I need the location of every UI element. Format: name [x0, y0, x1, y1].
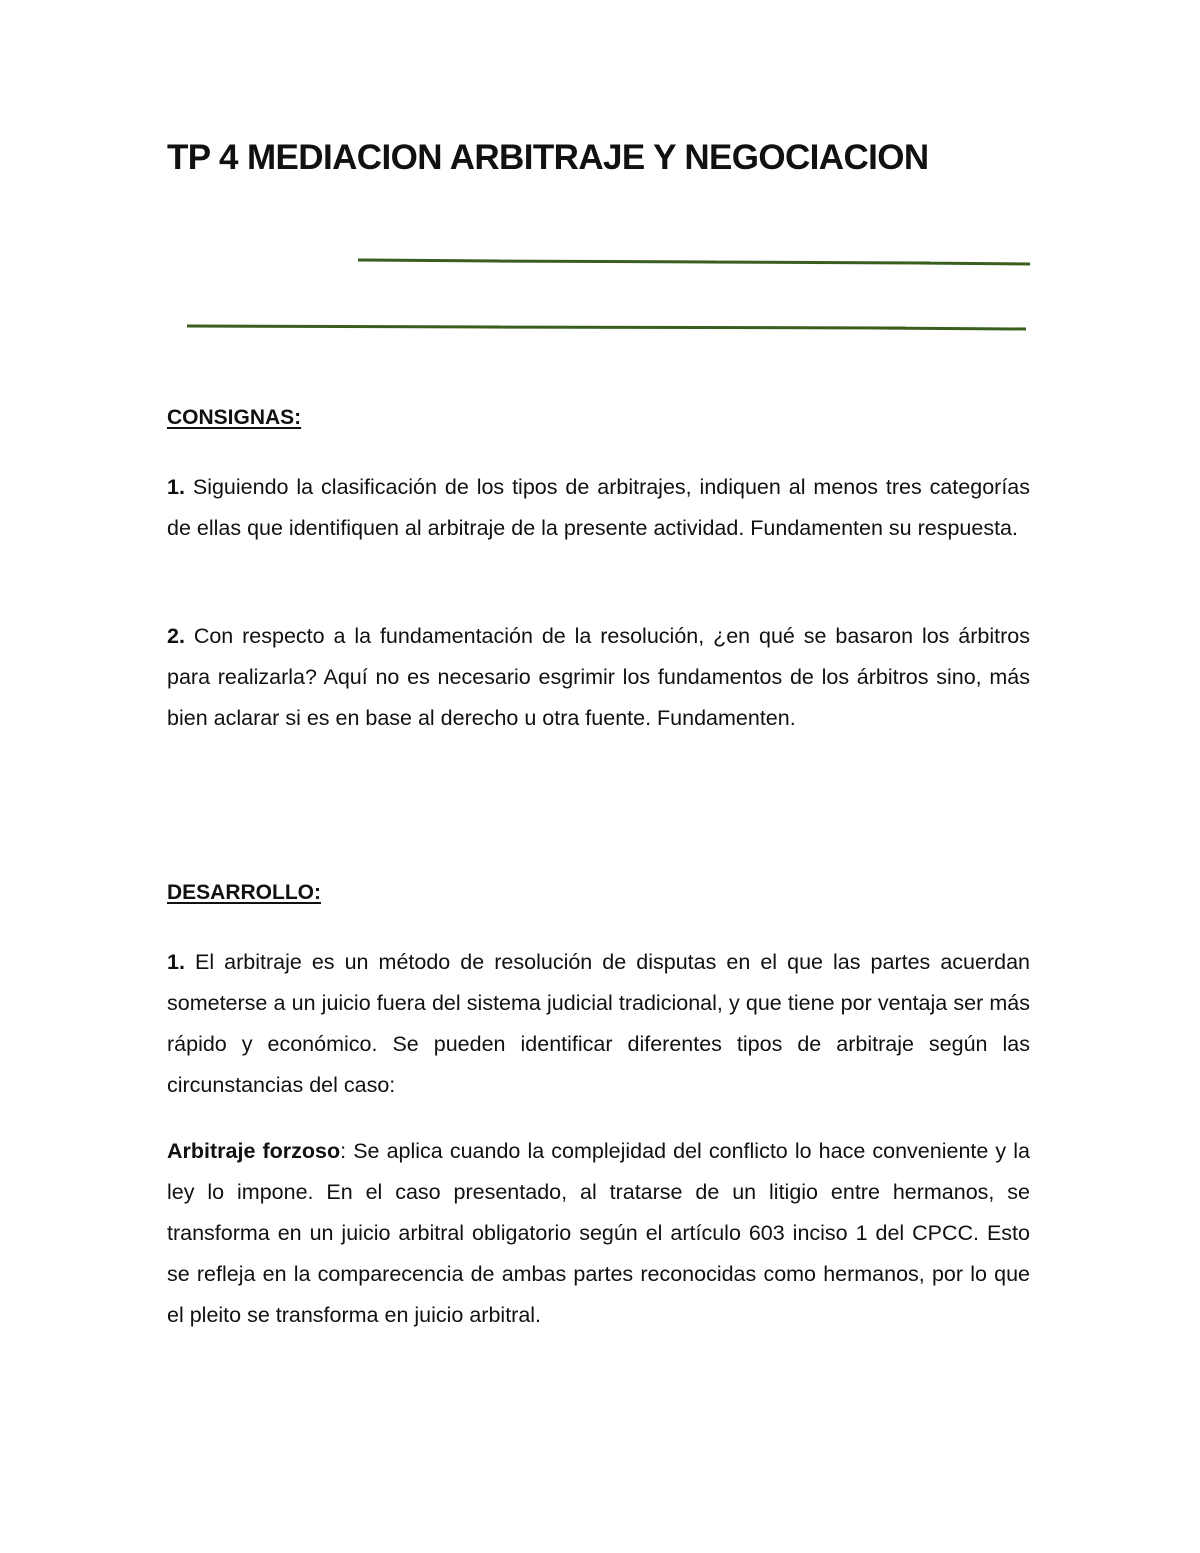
- desarrollo-text-1: El arbitraje es un método de resolución de disputas en el que las partes acuerdan someterse a un juicio fuera del sistema judicial tradicional, y que tiene por ventaja ser más rápido y económico. Se pueden identificar diferentes tipos de arbitraje según las circunstancias del caso:: [167, 950, 1030, 1097]
- consigna-number-1: 1.: [167, 475, 185, 499]
- consigna-item-1: [167, 467, 1030, 549]
- arbitraje-forzoso-term: Arbitraje forzoso: [167, 1139, 341, 1163]
- consigna-text-1: Siguiendo la clasificación de los tipos de arbitrajes, indiquen al menos tres categorías de ellas que identifiquen al arbitraje de la presente actividad. Fundamenten su respuesta.: [167, 475, 1030, 540]
- consigna-item-2: [167, 616, 1030, 739]
- arbitraje-forzoso-text: : Se aplica cuando la complejidad del conflicto lo hace conveniente y la ley lo impone. En el caso presentado, al tratarse de un litigio entre hermanos, se transforma en un juicio arbitral obligatorio según el artículo 603 inciso 1 del CPCC. Esto se refleja en la comparecencia de ambas partes reconocidas como hermanos, por lo que el pleito se transforma en juicio arbitral.: [167, 1139, 1030, 1327]
- desarrollo-number-1: 1.: [167, 950, 185, 974]
- arbitraje-forzoso-paragraph: [167, 1131, 1030, 1336]
- decorative-rule-top: [358, 260, 1030, 264]
- desarrollo-item-1: [167, 942, 1030, 1106]
- decorative-rules: [0, 0, 1200, 360]
- decorative-rule-bottom: [187, 326, 1026, 329]
- consignas-heading: CONSIGNAS:: [167, 406, 302, 429]
- document-title: TP 4 MEDIACION ARBITRAJE Y NEGOCIACION: [167, 138, 929, 177]
- consigna-text-2: Con respecto a la fundamentación de la resolución, ¿en qué se basaron los árbitros para realizarla? Aquí no es necesario esgrimir los fundamentos de los árbitros sino, más bien aclarar si es en base al derecho u otra fuente. Fundamenten.: [167, 624, 1030, 730]
- desarrollo-heading: DESARROLLO:: [167, 881, 321, 904]
- consigna-number-2: 2.: [167, 624, 185, 648]
